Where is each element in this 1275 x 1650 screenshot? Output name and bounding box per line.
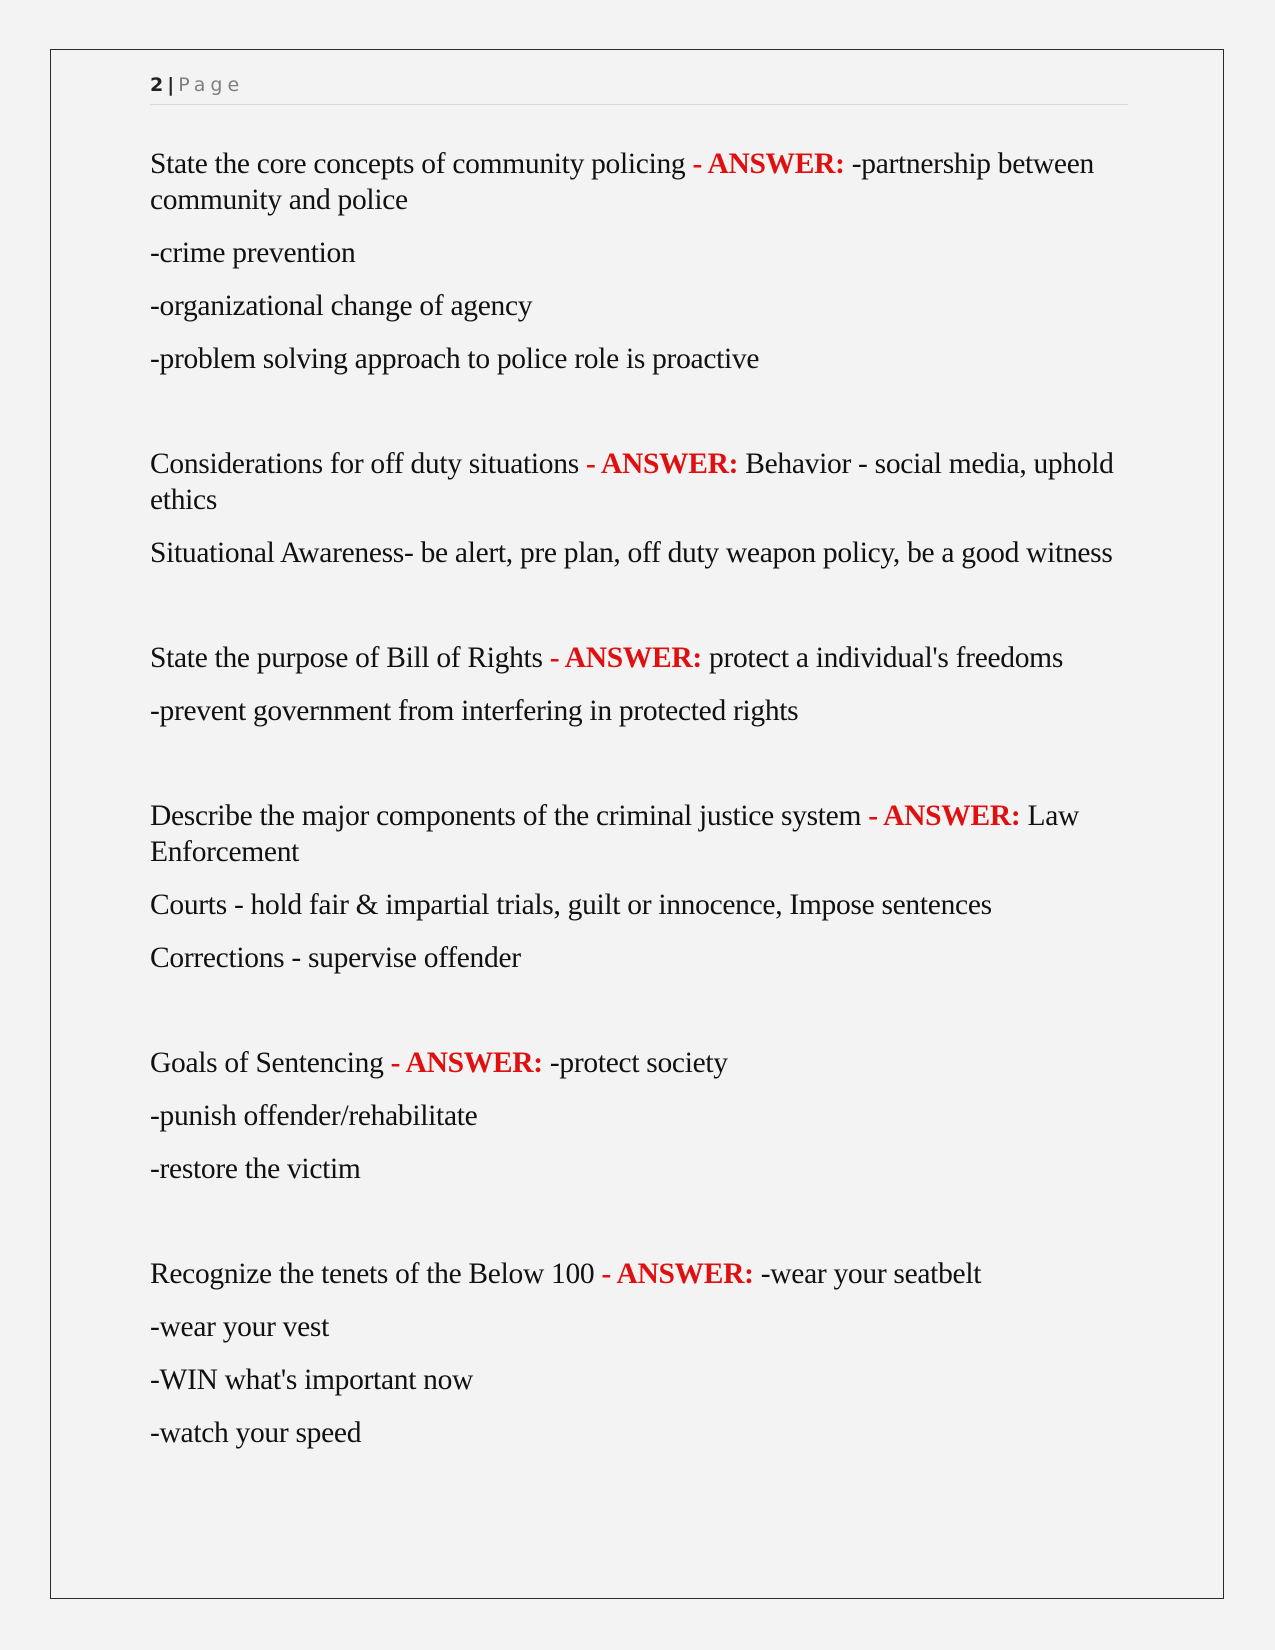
- answer-first: -partnership between community and police: [150, 148, 1094, 216]
- question-line: [150, 1045, 1120, 1081]
- qa-item: [150, 446, 1120, 571]
- answer-marker: - ANSWER:: [585, 448, 739, 480]
- answer-marker: - ANSWER:: [868, 800, 1021, 832]
- page-label: Page: [178, 74, 245, 96]
- answer-marker: - ANSWER:: [692, 148, 845, 180]
- qa-item: [150, 640, 1120, 729]
- answer-line: -crime prevention: [150, 237, 356, 269]
- answer-first: Law Enforcement: [150, 800, 1079, 868]
- answer-marker: - ANSWER:: [549, 642, 702, 674]
- question-text: Describe the major components of the criminal justice system: [150, 800, 862, 832]
- qa-item: [150, 1045, 1120, 1187]
- question-text: State the core concepts of community policing: [150, 148, 686, 180]
- answer-line: -WIN what's important now: [150, 1364, 474, 1396]
- answer-first: -wear your seatbelt: [760, 1258, 982, 1290]
- page-number: 2: [150, 74, 164, 96]
- question-line: [150, 640, 1120, 676]
- question-text: Recognize the tenets of the Below 100: [150, 1258, 595, 1290]
- answer-marker: - ANSWER:: [601, 1258, 754, 1290]
- qa-item: [150, 798, 1120, 976]
- answer-line: Situational Awareness- be alert, pre plan, off duty weapon policy, be a good witness: [150, 537, 1113, 569]
- question-line: [150, 798, 1120, 870]
- answer-line: -problem solving approach to police role is proactive: [150, 343, 760, 375]
- answer-marker: - ANSWER:: [390, 1047, 543, 1079]
- qa-item: [150, 1256, 1120, 1451]
- qa-item: [150, 146, 1120, 377]
- answer-line: Corrections - supervise offender: [150, 942, 521, 974]
- answer-first: protect a individual's freedoms: [709, 642, 1064, 674]
- answer-first: -protect society: [549, 1047, 728, 1079]
- header-separator: |: [167, 74, 175, 96]
- question-text: Goals of Sentencing: [150, 1047, 384, 1079]
- answer-line: -restore the victim: [150, 1153, 361, 1185]
- answer-line: -organizational change of agency: [150, 290, 533, 322]
- question-line: [150, 146, 1120, 218]
- answer-line: -punish offender/rehabilitate: [150, 1100, 478, 1132]
- answer-line: -watch your speed: [150, 1417, 362, 1449]
- answer-line: -prevent government from interfering in protected rights: [150, 695, 799, 727]
- answer-line: -wear your vest: [150, 1311, 329, 1343]
- question-text: Considerations for off duty situations: [150, 448, 579, 480]
- answer-line: Courts - hold fair & impartial trials, guilt or innocence, Impose sentences: [150, 889, 992, 921]
- question-line: [150, 446, 1120, 518]
- qa-list: [150, 146, 1120, 1520]
- page-header: [150, 74, 1128, 105]
- answer-first: Behavior - social media, uphold ethics: [150, 448, 1114, 516]
- question-text: State the purpose of Bill of Rights: [150, 642, 543, 674]
- question-line: [150, 1256, 1120, 1292]
